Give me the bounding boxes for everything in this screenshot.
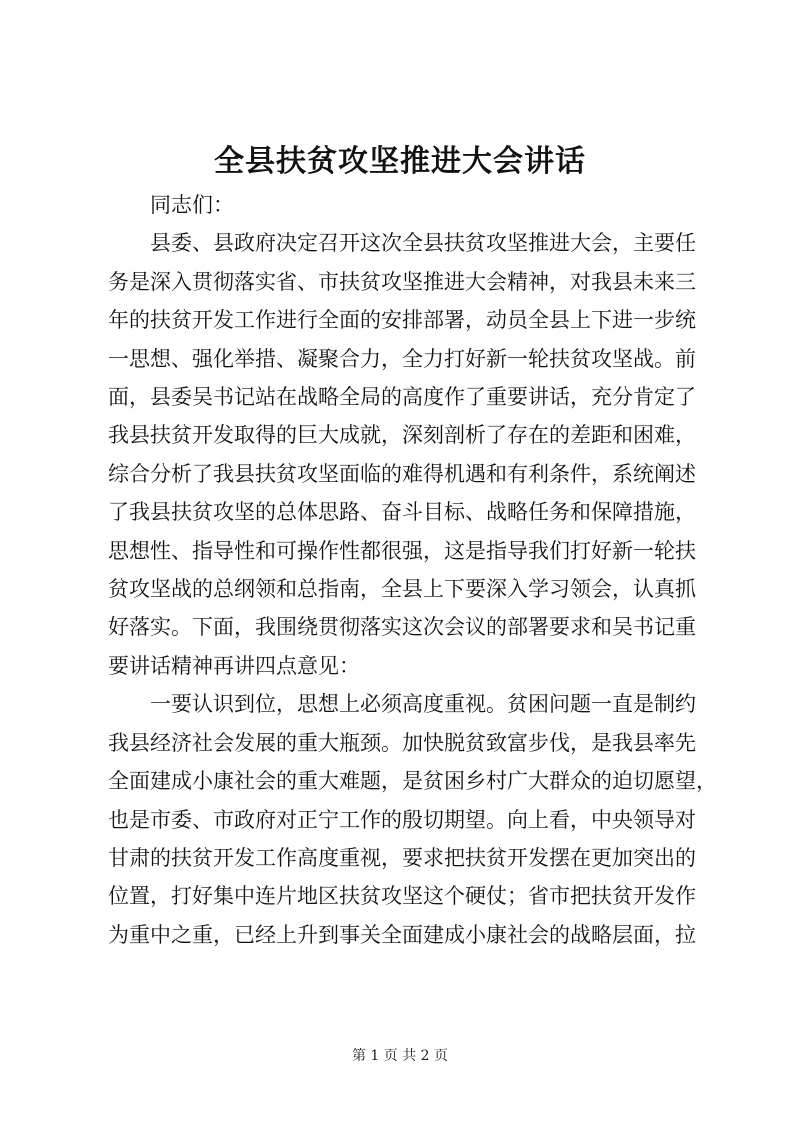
document-body — [108, 186, 717, 954]
body-line: 思想性、指导性和可操作性都很强，这是指导我们打好新一轮扶 — [108, 538, 696, 563]
body-line: 了我县扶贫攻坚的总体思路、奋斗目标、战略任务和保障措施， — [108, 500, 696, 525]
body-line: 好落实。下面，我围绕贯彻落实这次会议的部署要求和吴书记重 — [108, 615, 696, 640]
body-line: 为重中之重，已经上升到事关全面建成小康社会的战略层面，拉 — [108, 922, 696, 947]
body-line: 我县经济社会发展的重大瓶颈。加快脱贫致富步伐，是我县率先 — [108, 730, 696, 755]
body-line: 一思想、强化举措、凝聚合力，全力打好新一轮扶贫攻坚战。前 — [108, 346, 696, 371]
body-line: 一要认识到位，思想上必须高度重视。贫困问题一直是制约 — [150, 692, 696, 717]
body-line: 综合分析了我县扶贫攻坚面临的难得机遇和有利条件，系统阐述 — [108, 461, 696, 486]
body-line: 要讲话精神再讲四点意见： — [108, 653, 360, 678]
body-line: 也是市委、市政府对正宁工作的殷切期望。向上看，中央领导对 — [108, 807, 696, 832]
document-title: 全县扶贫攻坚推进大会讲话 — [214, 144, 586, 179]
body-line: 我县扶贫开发取得的巨大成就，深刻剖析了存在的差距和困难， — [108, 423, 696, 448]
salutation-line: 同志们： — [150, 193, 234, 217]
body-line: 年的扶贫开发工作进行全面的安排部署，动员全县上下进一步统 — [108, 308, 696, 333]
body-line: 甘肃的扶贫开发工作高度重视，要求把扶贫开发摆在更加突出的 — [108, 845, 696, 870]
body-line: 全面建成小康社会的重大难题，是贫困乡村广大群众的迫切愿望， — [108, 769, 717, 794]
body-line: 面，县委吴书记站在战略全局的高度作了重要讲话，充分肯定了 — [108, 385, 696, 410]
body-line: 县委、县政府决定召开这次全县扶贫攻坚推进大会，主要任 — [150, 231, 696, 256]
body-line: 位置，打好集中连片地区扶贫攻坚这个硬仗；省市把扶贫开发作 — [108, 884, 696, 909]
page-footer: 第 1 页 共 2 页 — [351, 1048, 449, 1064]
body-line: 贫攻坚战的总纲领和总指南，全县上下要深入学习领会，认真抓 — [108, 577, 696, 602]
body-line: 务是深入贯彻落实省、市扶贫攻坚推进大会精神，对我县未来三 — [108, 269, 696, 294]
